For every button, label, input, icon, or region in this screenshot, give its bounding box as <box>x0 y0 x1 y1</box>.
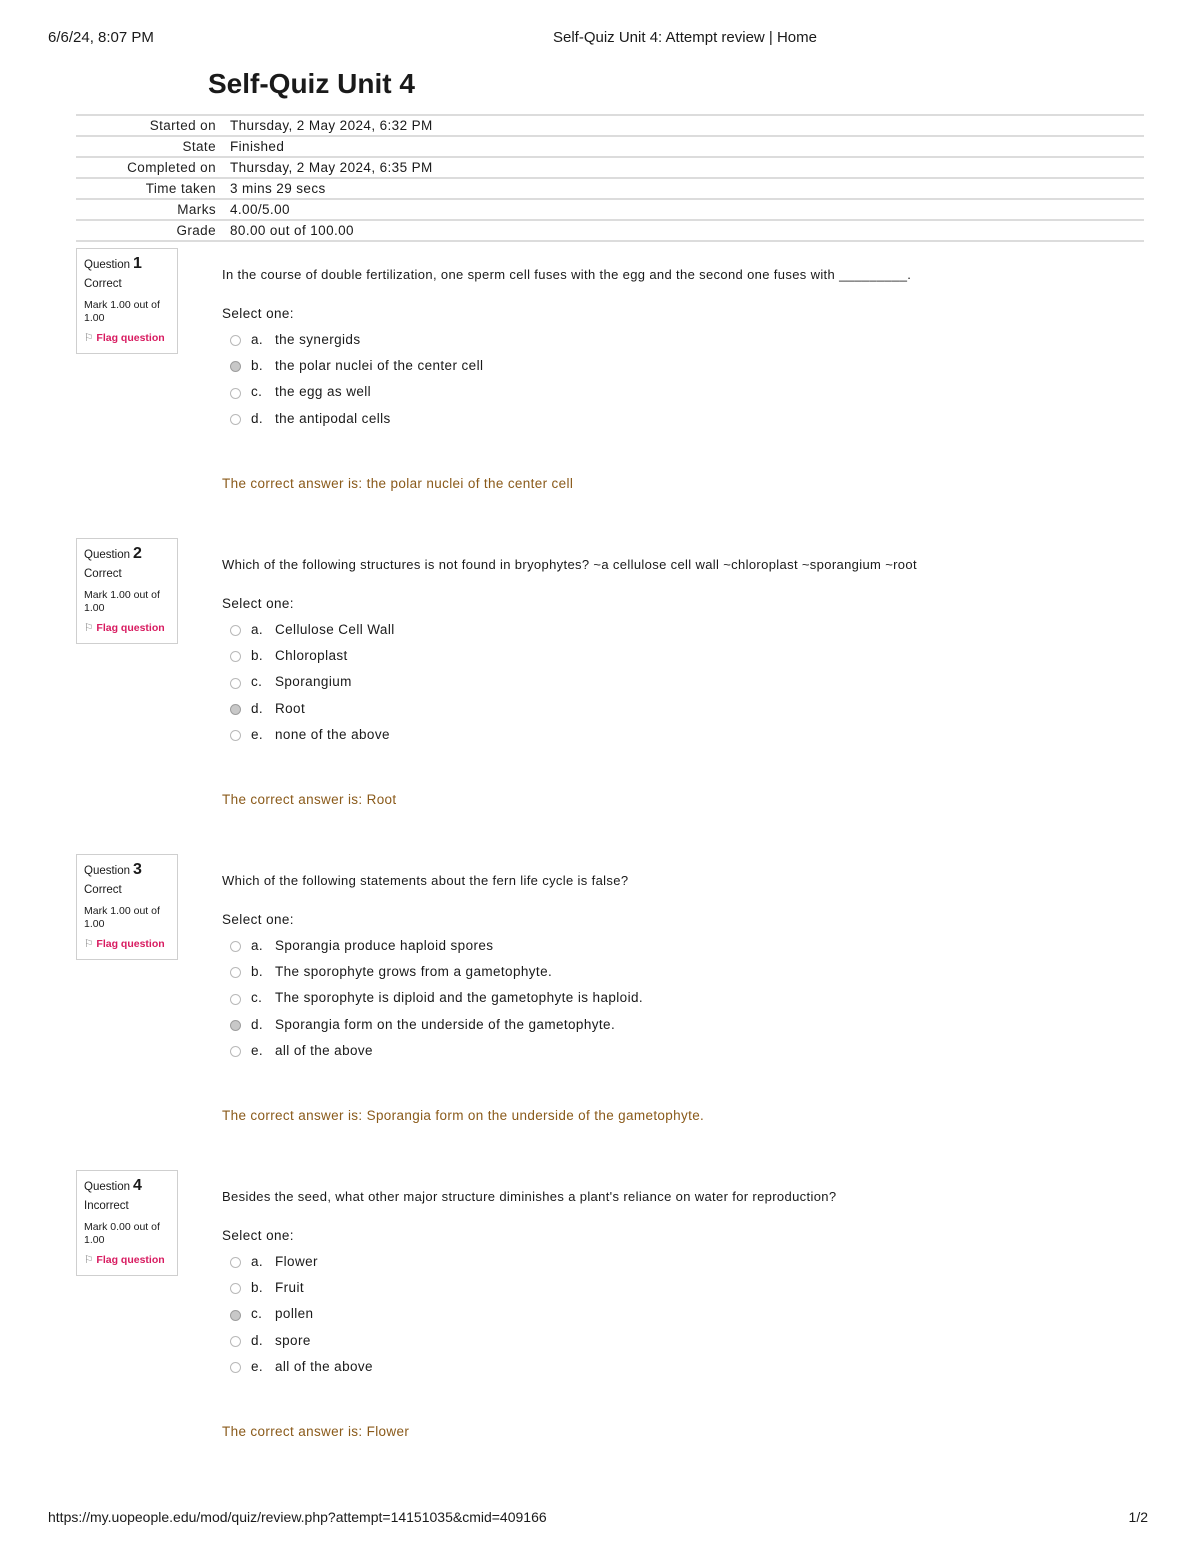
answer-options <box>230 616 395 747</box>
answer-option[interactable] <box>230 1037 643 1063</box>
question-state: Incorrect <box>84 1200 129 1212</box>
question-text: Which of the following structures is not found in bryophytes? ~a cellulose cell wall ~chloroplast ~sporangium ~root <box>222 557 917 572</box>
flag-question-link[interactable] <box>84 938 177 951</box>
question-state: Correct <box>84 568 122 580</box>
select-one-label: Select one: <box>222 596 294 611</box>
page-title: Self-Quiz Unit 4 <box>208 68 415 99</box>
answer-option[interactable] <box>230 642 395 668</box>
radio-button[interactable] <box>230 414 241 425</box>
option-text: Cellulose Cell Wall <box>275 621 395 637</box>
print-footer-page: 1/2 <box>1128 1509 1148 1525</box>
answer-options <box>230 1248 373 1379</box>
option-letter: d. <box>251 1332 264 1348</box>
question-grade: Mark 1.00 out of 1.00 <box>84 905 160 930</box>
answer-option[interactable] <box>230 1248 373 1274</box>
answer-option[interactable] <box>230 1011 643 1037</box>
radio-button[interactable] <box>230 1257 241 1268</box>
flag-question-link[interactable] <box>84 622 177 635</box>
question-info-panel <box>76 248 178 354</box>
radio-button-selected[interactable] <box>230 704 241 715</box>
radio-button-selected[interactable] <box>230 1310 241 1321</box>
question-number <box>84 861 177 879</box>
flag-question-link[interactable] <box>84 1254 177 1267</box>
option-letter: a. <box>251 937 264 953</box>
option-letter: a. <box>251 621 264 637</box>
option-text: Root <box>275 700 306 716</box>
answer-option[interactable] <box>230 1327 373 1353</box>
summary-value: Thursday, 2 May 2024, 6:32 PM <box>230 118 433 133</box>
radio-button[interactable] <box>230 1362 241 1373</box>
radio-button[interactable] <box>230 730 241 741</box>
question-number <box>84 545 177 563</box>
option-text: The sporophyte is diploid and the gametophyte is haploid. <box>275 990 644 1006</box>
summary-value: 3 mins 29 secs <box>230 181 326 196</box>
option-letter: e. <box>251 1042 264 1058</box>
option-letter: c. <box>251 384 263 400</box>
select-one-label: Select one: <box>222 912 294 927</box>
question-grade: Mark 1.00 out of 1.00 <box>84 589 160 614</box>
flag-icon: ⚐ <box>84 1254 94 1266</box>
correct-answer-feedback: The correct answer is: Sporangia form on the underside of the gametophyte. <box>222 1108 705 1123</box>
radio-button[interactable] <box>230 967 241 978</box>
option-letter: b. <box>251 963 264 979</box>
answer-option[interactable] <box>230 379 483 405</box>
option-letter: b. <box>251 647 264 663</box>
summary-label: Marks <box>177 202 216 217</box>
select-one-label: Select one: <box>222 1228 294 1243</box>
option-text: Sporangia produce haploid spores <box>275 937 494 953</box>
flag-icon: ⚐ <box>84 332 94 344</box>
summary-label: Grade <box>176 223 216 238</box>
question-number-value: 3 <box>133 861 142 878</box>
question-info-panel <box>76 1170 178 1276</box>
question-text: Besides the seed, what other major structure diminishes a plant's reliance on water for reproduction? <box>222 1189 837 1204</box>
option-letter: e. <box>251 726 264 742</box>
flag-label: Flag question <box>96 1254 165 1266</box>
answer-option[interactable] <box>230 932 643 958</box>
question-info-panel <box>76 854 178 960</box>
option-letter: c. <box>251 990 263 1006</box>
answer-option[interactable] <box>230 985 643 1011</box>
radio-button-selected[interactable] <box>230 1020 241 1031</box>
summary-row <box>76 115 1144 136</box>
answer-options <box>230 932 643 1063</box>
answer-option[interactable] <box>230 669 395 695</box>
print-footer-url: https://my.uopeople.edu/mod/quiz/review.php?attempt=14151035&cmid=409166 <box>48 1509 547 1525</box>
question-number-value: 2 <box>133 545 142 562</box>
radio-button[interactable] <box>230 941 241 952</box>
summary-value: 4.00/5.00 <box>230 202 290 217</box>
question-state: Correct <box>84 278 122 290</box>
option-text: all of the above <box>275 1358 373 1374</box>
flag-label: Flag question <box>96 938 165 950</box>
summary-row <box>76 199 1144 220</box>
option-text: spore <box>275 1332 311 1348</box>
option-text: Sporangium <box>275 674 352 690</box>
answer-option[interactable] <box>230 1353 373 1379</box>
question-state: Correct <box>84 884 122 896</box>
question-number <box>84 1177 177 1195</box>
summary-label: State <box>182 139 216 154</box>
answer-option[interactable] <box>230 1274 373 1300</box>
option-letter: b. <box>251 357 264 373</box>
question-grade: Mark 0.00 out of 1.00 <box>84 1221 160 1246</box>
flag-question-link[interactable] <box>84 332 177 345</box>
summary-label: Time taken <box>145 181 216 196</box>
question-grade: Mark 1.00 out of 1.00 <box>84 299 160 324</box>
radio-button[interactable] <box>230 388 241 399</box>
flag-icon: ⚐ <box>84 938 94 950</box>
question-number <box>84 255 177 273</box>
summary-value: 80.00 out of 100.00 <box>230 223 354 238</box>
question-label: Question <box>84 259 131 271</box>
summary-value: Thursday, 2 May 2024, 6:35 PM <box>230 160 433 175</box>
flag-icon: ⚐ <box>84 622 94 634</box>
print-header-datetime: 6/6/24, 8:07 PM <box>48 29 154 46</box>
question-text: In the course of double fertilization, one sperm cell fuses with the egg and the second one fuses with _________. <box>222 267 912 282</box>
answer-option[interactable] <box>230 695 395 721</box>
question-number-value: 4 <box>133 1177 142 1194</box>
answer-option[interactable] <box>230 352 483 378</box>
answer-option[interactable] <box>230 616 395 642</box>
flag-label: Flag question <box>96 622 165 634</box>
option-text: the egg as well <box>275 384 372 400</box>
correct-answer-feedback: The correct answer is: Flower <box>222 1424 410 1439</box>
radio-button[interactable] <box>230 651 241 662</box>
option-letter: b. <box>251 1279 264 1295</box>
answer-option[interactable] <box>230 958 643 984</box>
answer-option[interactable] <box>230 326 483 352</box>
option-letter: a. <box>251 1253 264 1269</box>
option-text: Flower <box>275 1253 318 1269</box>
option-letter: c. <box>251 1306 263 1322</box>
radio-button[interactable] <box>230 678 241 689</box>
question-label: Question <box>84 549 131 561</box>
option-text: Sporangia form on the underside of the gametophyte. <box>275 1016 616 1032</box>
summary-row <box>76 157 1144 178</box>
option-text: the synergids <box>275 331 361 347</box>
question-label: Question <box>84 865 131 877</box>
answer-option[interactable] <box>230 1301 373 1327</box>
option-text: The sporophyte grows from a gametophyte. <box>275 963 553 979</box>
flag-label: Flag question <box>96 332 165 344</box>
question-info-panel <box>76 538 178 644</box>
summary-row <box>76 220 1144 241</box>
option-text: none of the above <box>275 726 390 742</box>
radio-button[interactable] <box>230 1283 241 1294</box>
radio-button-selected[interactable] <box>230 361 241 372</box>
option-text: all of the above <box>275 1042 373 1058</box>
option-text: Chloroplast <box>275 647 348 663</box>
question-label: Question <box>84 1181 131 1193</box>
option-letter: c. <box>251 674 263 690</box>
attempt-summary-table <box>76 114 1144 242</box>
summary-row <box>76 136 1144 157</box>
question-number-value: 1 <box>133 255 142 272</box>
radio-button[interactable] <box>230 994 241 1005</box>
option-letter: d. <box>251 1016 264 1032</box>
summary-row <box>76 178 1144 199</box>
option-text: the antipodal cells <box>275 410 391 426</box>
option-text: pollen <box>275 1306 314 1322</box>
answer-option[interactable] <box>230 405 483 431</box>
correct-answer-feedback: The correct answer is: Root <box>222 792 397 807</box>
radio-button[interactable] <box>230 1336 241 1347</box>
option-letter: e. <box>251 1358 264 1374</box>
summary-label: Started on <box>149 118 216 133</box>
radio-button[interactable] <box>230 625 241 636</box>
radio-button[interactable] <box>230 335 241 346</box>
select-one-label: Select one: <box>222 306 294 321</box>
option-text: the polar nuclei of the center cell <box>275 357 484 373</box>
summary-value: Finished <box>230 139 285 154</box>
answer-options <box>230 326 483 431</box>
answer-option[interactable] <box>230 721 395 747</box>
question-text: Which of the following statements about the fern life cycle is false? <box>222 873 629 888</box>
print-header-title: Self-Quiz Unit 4: Attempt review | Home <box>553 29 817 46</box>
option-letter: a. <box>251 331 264 347</box>
option-letter: d. <box>251 410 264 426</box>
option-letter: d. <box>251 700 264 716</box>
correct-answer-feedback: The correct answer is: the polar nuclei of the center cell <box>222 476 574 491</box>
radio-button[interactable] <box>230 1046 241 1057</box>
option-text: Fruit <box>275 1279 304 1295</box>
summary-label: Completed on <box>127 160 216 175</box>
